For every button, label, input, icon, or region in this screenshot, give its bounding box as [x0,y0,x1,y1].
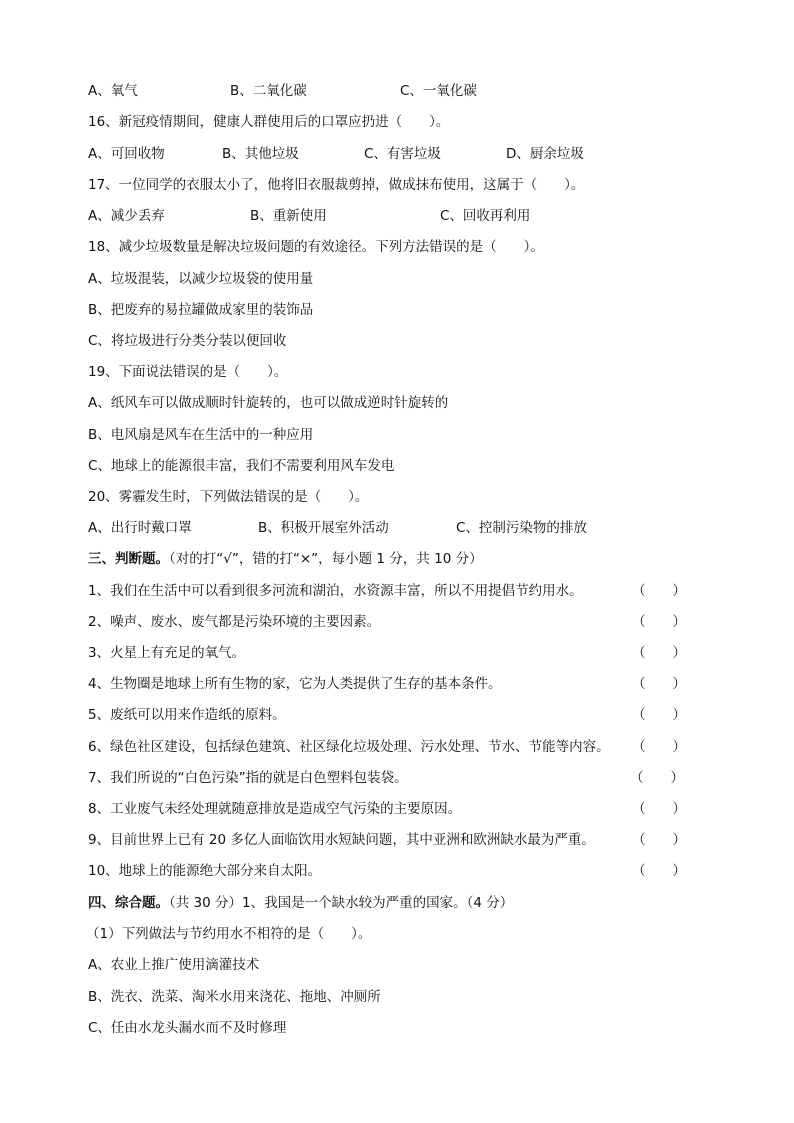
judge-answer-4[interactable]: （ ） [632,676,686,692]
judge-answer-1[interactable]: （ ） [632,583,686,599]
judge-item-7: 7、我们所说的“白色污染”指的就是白色塑料包装袋。 [88,770,408,786]
judge-answer-7[interactable]: （ ） [630,770,684,786]
q19-stem: 19、下面说法错误的是（ ）。 [88,364,288,380]
q16-option-b: B、其他垃圾 [222,146,299,162]
judge-answer-10[interactable]: （ ） [632,863,686,879]
q17-option-b: B、重新使用 [250,208,327,224]
section4-option-a: A、农业上推广使用滴灌技术 [88,957,260,973]
judge-item-8: 8、工业废气未经处理就随意排放是造成空气污染的主要原因。 [88,801,462,817]
q15-option-b: B、二氧化碳 [230,83,307,99]
section4-option-c: C、任由水龙头漏水而不及时修理 [88,1020,287,1036]
judge-answer-3[interactable]: （ ） [632,645,686,661]
q17-stem: 17、一位同学的衣服太小了，他将旧衣服裁剪掉，做成抹布使用，这属于（ ）。 [88,177,585,193]
q20-stem: 20、雾霾发生时，下列做法错误的是（ ）。 [88,489,369,505]
judge-item-6: 6、绿色社区建设，包括绿色建筑、社区绿化垃圾处理、污水处理、节水、节能等内容。 [88,739,610,755]
judge-answer-8[interactable]: （ ） [632,801,686,817]
q16-option-a: A、可回收物 [88,146,165,162]
q16-option-d: D、厨余垃圾 [506,146,584,162]
judge-item-3: 3、火星上有充足的氧气。 [88,645,246,661]
q20-option-c: C、控制污染物的排放 [456,520,587,536]
section4-heading: 四、综合题。 [88,895,169,911]
q18-option-a: A、垃圾混装，以减少垃圾袋的使用量 [88,271,314,287]
q20-option-b: B、积极开展室外活动 [258,520,389,536]
q15-option-c: C、一氧化碳 [400,83,477,99]
q18-option-b: B、把废弃的易拉罐做成家里的装饰品 [88,302,314,318]
judge-item-5: 5、废纸可以用来作造纸的原料。 [88,707,286,723]
q20-option-a: A、出行时戴口罩 [88,520,192,536]
q19-option-c: C、地球上的能源很丰富，我们不需要利用风车发电 [88,458,395,474]
section3-note: （对的打“√”，错的打“×”，每小题 1 分，共 10 分） [169,551,483,567]
q18-option-c: C、将垃圾进行分类分装以便回收 [88,333,287,349]
section4-heading-line [88,894,513,912]
q18-stem: 18、减少垃圾数量是解决垃圾问题的有效途径。下列方法错误的是（ ）。 [88,239,544,255]
section4-sub1-stem: （1）下列做法与节约用水不相符的是（ ）。 [86,926,372,942]
q16-stem: 16、新冠疫情期间，健康人群使用后的口罩应扔进（ ）。 [88,114,450,130]
judge-item-4: 4、生物圈是地球上所有生物的家，它为人类提供了生存的基本条件。 [88,676,502,692]
section4-note: （共 30 分）1、我国是一个缺水较为严重的国家。（4 分） [169,895,514,911]
q17-option-c: C、回收再利用 [440,208,531,224]
q19-option-b: B、电风扇是风车在生活中的一种应用 [88,427,314,443]
judge-item-1: 1、我们在生活中可以看到很多河流和湖泊，水资源丰富，所以不用提倡节约用水。 [88,583,583,599]
section3-heading: 三、判断题。 [88,551,169,567]
judge-item-9: 9、目前世界上已有 20 多亿人面临饮用水短缺问题，其中亚洲和欧洲缺水最为严重。 [88,832,595,848]
q19-option-a: A、纸风车可以做成顺时针旋转的，也可以做成逆时针旋转的 [88,395,449,411]
judge-answer-5[interactable]: （ ） [632,707,686,723]
judge-answer-6[interactable]: （ ） [632,739,686,755]
judge-answer-9[interactable]: （ ） [632,832,686,848]
judge-item-2: 2、噪声、废水、废气都是污染环境的主要因素。 [88,614,381,630]
q17-option-a: A、减少丢弃 [88,208,165,224]
section4-option-b: B、洗衣、洗菜、淘米水用来浇花、拖地、冲厕所 [88,989,381,1005]
q16-option-c: C、有害垃圾 [364,146,441,162]
judge-item-10: 10、地球上的能源绝大部分来自太阳。 [88,863,322,879]
judge-answer-2[interactable]: （ ） [632,614,686,630]
q15-option-a: A、氧气 [88,83,138,99]
section3-heading-line [88,550,483,568]
